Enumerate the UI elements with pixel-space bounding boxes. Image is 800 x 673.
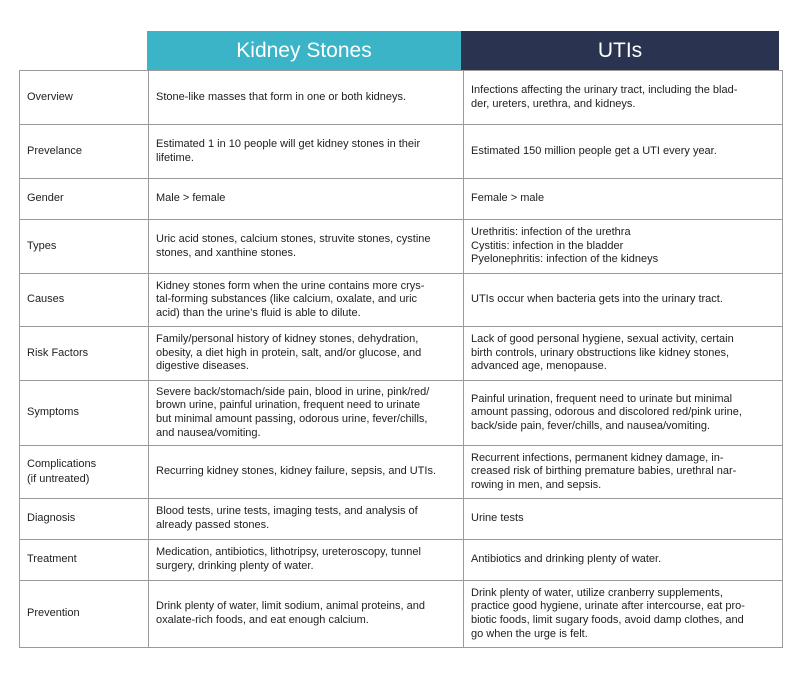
kidney-cell: Stone-like masses that form in one or both kidneys. [149, 71, 464, 125]
kidney-cell: Medication, antibiotics, lithotripsy, ureteroscopy, tunnel surgery, drinking plenty of water. [149, 540, 464, 581]
kidney-cell: Kidney stones form when the urine contains more crys- tal-forming substances (like calcium, oxalate, and uric acid) than the urine’s fluid is able to dilute. [149, 274, 464, 327]
comparison-table [19, 70, 783, 648]
row-label-causes: Causes [20, 274, 149, 327]
row-label-gender: Gender [20, 179, 149, 220]
kidney-cell: Family/personal history of kidney stones, dehydration, obesity, a diet high in protein, salt, and/or glucose, and digestive diseases. [149, 327, 464, 381]
row-label-treatment: Treatment [20, 540, 149, 581]
complications-sublabel: (if untreated) [27, 472, 90, 485]
row-label-complications [20, 446, 149, 499]
row-label-overview: Overview [20, 71, 149, 125]
row-label-types: Types [20, 220, 149, 274]
utis-header: UTIs [461, 31, 779, 70]
uti-cell: Estimated 150 million people get a UTI every year. [464, 125, 783, 179]
table-row [20, 581, 783, 648]
uti-cell: Urine tests [464, 499, 783, 540]
table-row [20, 381, 783, 446]
table-row [20, 125, 783, 179]
uti-cell: Drink plenty of water, utilize cranberry supplements, practice good hygiene, urinate after intercourse, eat pro- biotic foods, limit sugary foods, avoid damp clothes, and go when the urge is felt. [464, 581, 783, 648]
kidney-cell: Severe back/stomach/side pain, blood in urine, pink/red/ brown urine, painful urination, frequent need to urinate but minimal amount passing, odorous urine, fever/chills, and nausea/vomiting. [149, 381, 464, 446]
table-row [20, 71, 783, 125]
row-label-diagnosis: Diagnosis [20, 499, 149, 540]
uti-cell: UTIs occur when bacteria gets into the urinary tract. [464, 274, 783, 327]
kidney-cell: Recurring kidney stones, kidney failure, sepsis, and UTIs. [149, 446, 464, 499]
uti-cell: Urethritis: infection of the urethra Cystitis: infection in the bladder Pyelonephritis: infection of the kidneys [464, 220, 783, 274]
row-label-prevention: Prevention [20, 581, 149, 648]
uti-cell: Painful urination, frequent need to urinate but minimal amount passing, odorous and discolored red/pink urine, back/side pain, fever/chills, and nausea/vomiting. [464, 381, 783, 446]
table-row [20, 220, 783, 274]
uti-cell: Antibiotics and drinking plenty of water. [464, 540, 783, 581]
kidney-stones-header: Kidney Stones [147, 31, 461, 70]
kidney-cell: Estimated 1 in 10 people will get kidney stones in their lifetime. [149, 125, 464, 179]
row-label-symptoms: Symptoms [20, 381, 149, 446]
table-row [20, 179, 783, 220]
row-label-risk-factors: Risk Factors [20, 327, 149, 381]
complications-label: Complications [27, 458, 97, 471]
kidney-cell: Drink plenty of water, limit sodium, animal proteins, and oxalate-rich foods, and eat enough calcium. [149, 581, 464, 648]
kidney-cell: Uric acid stones, calcium stones, struvite stones, cystine stones, and xanthine stones. [149, 220, 464, 274]
table-row [20, 327, 783, 381]
uti-cell: Infections affecting the urinary tract, including the blad- der, ureters, urethra, and kidneys. [464, 71, 783, 125]
table-row [20, 446, 783, 499]
kidney-cell: Blood tests, urine tests, imaging tests, and analysis of already passed stones. [149, 499, 464, 540]
uti-cell: Female > male [464, 179, 783, 220]
table-row [20, 540, 783, 581]
uti-cell: Recurrent infections, permanent kidney damage, in- creased risk of birthing premature babies, urethral nar- rowing in men, and sepsis. [464, 446, 783, 499]
table-row [20, 499, 783, 540]
kidney-cell: Male > female [149, 179, 464, 220]
uti-cell: Lack of good personal hygiene, sexual activity, certain birth controls, urinary obstructions like kidney stones, advanced age, menopause. [464, 327, 783, 381]
row-label-prevelance: Prevelance [20, 125, 149, 179]
table-row [20, 274, 783, 327]
comparison-header [147, 31, 779, 70]
